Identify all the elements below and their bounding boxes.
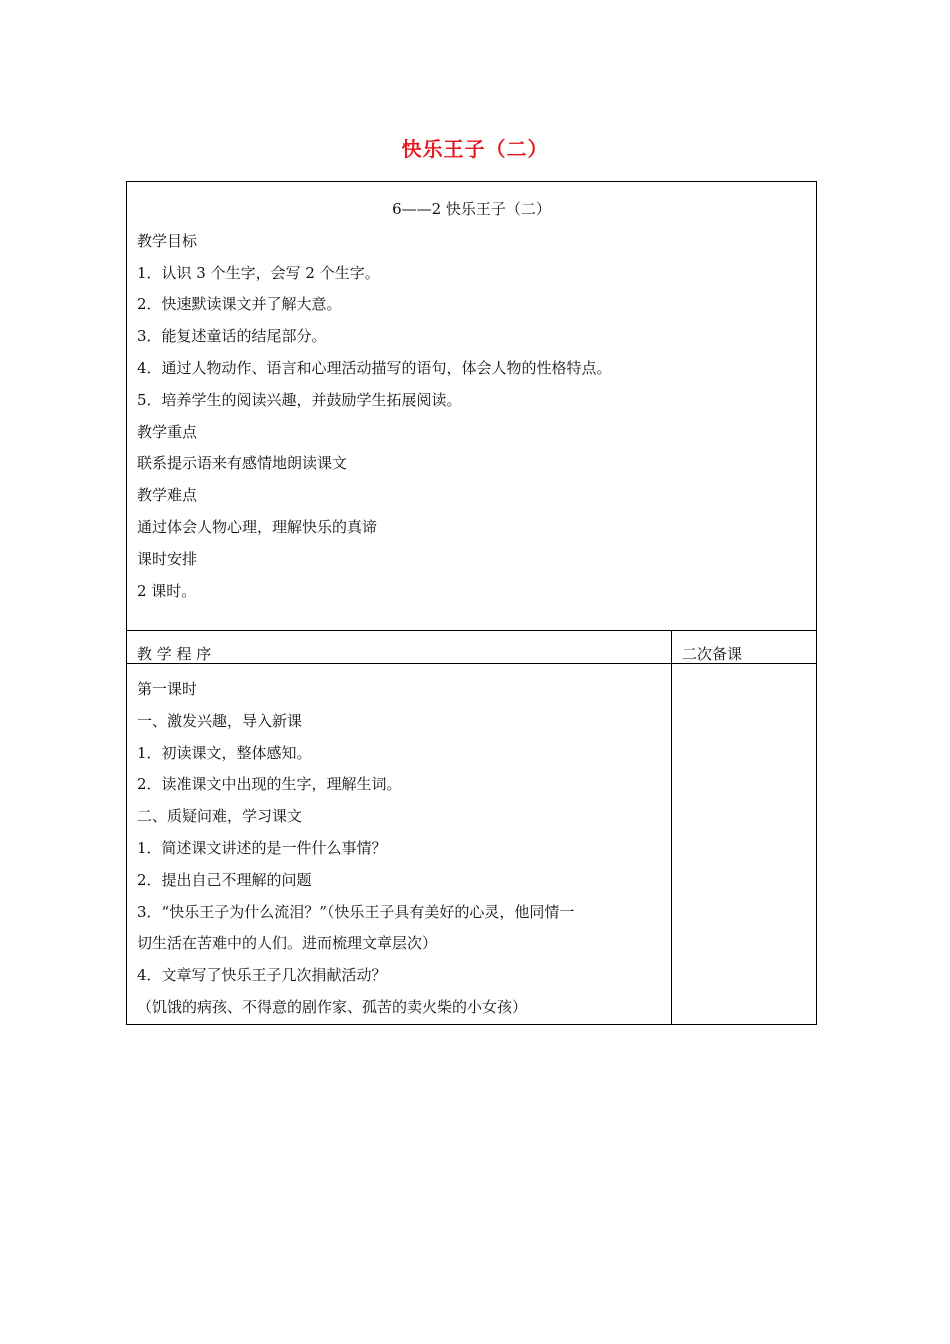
procedure-line: 切生活在苦难中的人们。进而梳理文章层次）: [137, 934, 438, 953]
procedure-line: （饥饿的病孩、不得意的剧作家、孤苦的卖火柴的小女孩）: [137, 997, 528, 1016]
revision-notes-cell: [672, 664, 817, 1025]
goal-item: 1．认识 3 个生字，会写 2 个生字。: [137, 263, 380, 282]
focus-heading: 教学重点: [137, 422, 198, 441]
procedure-header-cell: [127, 631, 672, 664]
goal-item: 2．快速默读课文并了解大意。: [137, 295, 342, 314]
procedure-heading: 教 学 程 序: [137, 645, 212, 663]
procedure-line: 一、激发兴趣，导入新课: [137, 711, 303, 730]
goals-heading: 教学目标: [137, 231, 198, 250]
procedure-line: 2．读准课文中出现的生字，理解生词。: [137, 775, 402, 794]
goal-item: 4．通过人物动作、语言和心理活动描写的语句，体会人物的性格特点。: [137, 358, 612, 377]
procedure-line: 1．简述课文讲述的是一件什么事情？: [137, 838, 387, 857]
schedule-heading: 课时安排: [137, 549, 198, 568]
lesson-title: 6——2 快乐王子（二）: [392, 200, 551, 218]
schedule-text: 2 课时。: [137, 581, 197, 600]
procedure-line: 2．提出自己不理解的问题: [137, 870, 312, 889]
procedure-cell: [127, 664, 672, 1025]
procedure-line: 第一课时: [137, 680, 198, 698]
procedure-line: 二、质疑问难，学习课文: [137, 807, 303, 826]
goal-item: 5．培养学生的阅读兴趣，并鼓励学生拓展阅读。: [137, 390, 462, 409]
procedure-line: 1．初读课文，整体感知。: [137, 743, 312, 762]
difficulty-heading: 教学难点: [137, 486, 198, 505]
document-title: 快乐王子（二）: [401, 137, 549, 161]
difficulty-text: 通过体会人物心理，理解快乐的真谛: [137, 517, 378, 536]
procedure-line: 4．文章写了快乐王子几次捐献活动？: [137, 966, 387, 985]
goal-item: 3．能复述童话的结尾部分。: [137, 327, 327, 346]
lesson-plan-table: [126, 181, 817, 1025]
revision-heading: 二次备课: [682, 645, 743, 663]
lesson-overview-cell: [127, 182, 817, 631]
focus-text: 联系提示语来有感情地朗读课文: [137, 454, 348, 473]
revision-header-cell: [672, 631, 817, 664]
procedure-line: 3．“快乐王子为什么流泪？”（快乐王子具有美好的心灵，他同情一: [137, 902, 575, 921]
